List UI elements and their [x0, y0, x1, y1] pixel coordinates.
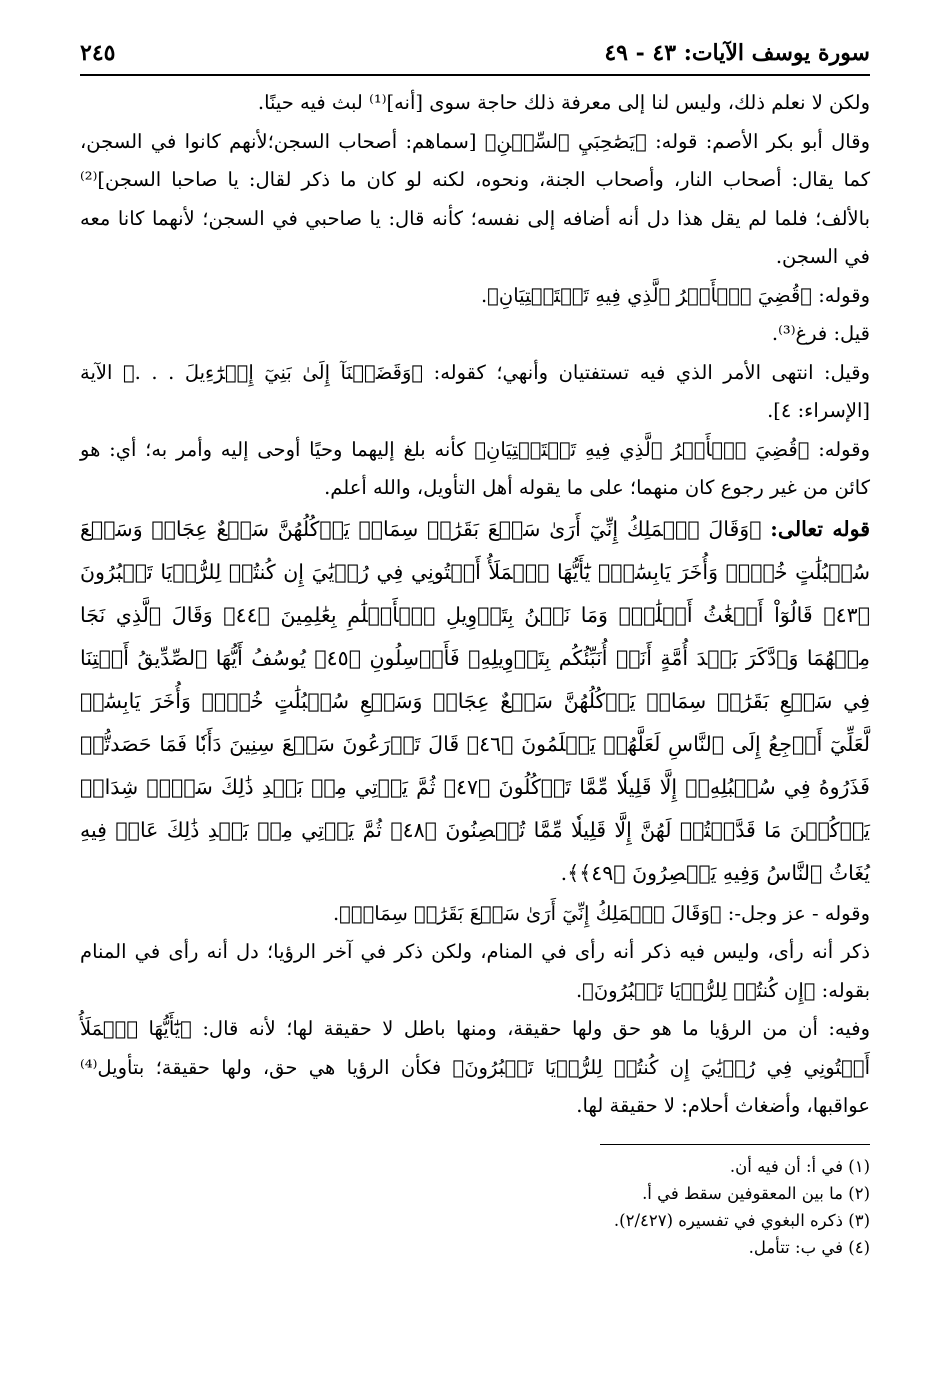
running-title: سورة يوسف الآيات: ٤٣ - ٤٩ — [604, 40, 870, 66]
footnotes — [80, 1153, 870, 1261]
paragraph-3: وقوله: ﴿قُضِيَ ٱلۡأَمۡرُ ٱلَّذِي فِيهِ تَسۡتَفۡتِيَانِ﴾. — [480, 283, 870, 307]
footnote-4: (٤) في ب: تتأمل. — [748, 1237, 870, 1257]
footnote-1: (١) في أ: أن فيه أن. — [729, 1156, 870, 1176]
footnote-2: (٢) ما بين المعقوفين سقط في أ. — [642, 1183, 870, 1203]
page-header — [80, 40, 870, 76]
footnote-separator — [600, 1144, 870, 1145]
paragraph-2: وقال أبو بكر الأصم: قوله: ﴿يَصَٰحِبَيِ ٱلسِّجۡنِ﴾ [سماهم: أصحاب السجن؛لأنهم كانوا في السجن، كما يقال: أصحاب النار، وأصحاب الجنة، ونحوه، لكنه لو كان ما ذكر لقال: يا صاحبا السجن]⁽²⁾ بالألف؛ فلما لم يقل هذا دل أنه أضافه إلى نفسه؛ كأنه قال: يا صاحبي في السجن؛ لأنهما كانا معه في السجن. — [80, 129, 870, 268]
quran-text: ﴿وَقَالَ ٱلۡمَلِكُ إِنِّيٓ أَرَىٰ سَبۡعَ بَقَرَٰتٖ سِمَانٖ يَأۡكُلُهُنَّ سَبۡعٌ عِجَافٞ وَسَبۡعَ سُنۢبُلَٰتٍ خُضۡرٖ وَأُخَرَ يَابِسَٰتٖۖ يَٰٓأَيُّهَا ٱلۡمَلَأُ أَفۡتُونِي فِي رُءۡيَٰيَ إِن كُنتُمۡ لِلرُّءۡيَا تَعۡبُرُونَ ﴿٤٣﴾ قَالُوٓاْ أَضۡغَٰثُ أَحۡلَٰمٖۖ وَمَا نَحۡنُ بِتَأۡوِيلِ ٱلۡأَحۡلَٰمِ بِعَٰلِمِينَ ﴿٤٤﴾ وَقَالَ ٱلَّذِي نَجَا مِنۡهُمَا وَٱدَّكَرَ بَعۡدَ أُمَّةٍ أَنَا۠ أُنَبِّئُكُم بِتَأۡوِيلِهِۦ فَأَرۡسِلُونِ ﴿٤٥﴾ يُوسُفُ أَيُّهَا ٱلصِّدِّيقُ أَفۡتِنَا فِي سَبۡعِ بَقَرَٰتٖ سِمَانٖ يَأۡكُلُهُنَّ سَبۡعٌ عِجَافٞ وَسَبۡعِ سُنۢبُلَٰتٍ خُضۡرٖ وَأُخَرَ يَابِسَٰتٖ لَّعَلِّيٓ أَرۡجِعُ إِلَى ٱلنَّاسِ لَعَلَّهُمۡ يَعۡلَمُونَ ﴿٤٦﴾ قَالَ تَزۡرَعُونَ سَبۡعَ سِنِينَ دَأَبٗا فَمَا حَصَدتُّمۡ فَذَرُوهُ فِي سُنۢبُلِهِۦٓ إِلَّا قَلِيلٗا مِّمَّا تَأۡكُلُونَ ﴿٤٧﴾ ثُمَّ يَأۡتِي مِنۢ بَعۡدِ ذَٰلِكَ سَبۡعٞ شِدَادٞ يَأۡكُلۡنَ مَا قَدَّمۡتُمۡ لَهُنَّ إِلَّا قَلِيلٗا مِّمَّا تُحۡصِنُونَ ﴿٤٨﴾ ثُمَّ يَأۡتِي مِنۢ بَعۡدِ ذَٰلِكَ عَامٞ فِيهِ يُغَاثُ ٱلنَّاسُ وَفِيهِ يَعۡصِرُونَ ﴿٤٩﴾﴾. — [80, 516, 870, 885]
quran-lead: قوله تعالى: — [770, 516, 870, 541]
paragraph-1: ولكن لا نعلم ذلك، وليس لنا إلى معرفة ذلك حاجة سوى [أنه]⁽¹⁾ لبث فيه حينًا. — [257, 91, 870, 114]
paragraph-7: وقوله - عز وجل-: ﴿وَقَالَ ٱلۡمَلِكُ إِنِّيٓ أَرَىٰ سَبۡعَ بَقَرَٰتٖ سِمَانٖ﴾. — [332, 901, 870, 925]
paragraph-5: وقيل: انتهى الأمر الذي فيه تستفتيان وأنهي؛ كقوله: ﴿وَقَضَيۡنَآ إِلَىٰ بَنِيٓ إِسۡرَٰٓءِيلَ . . .﴾ الآية [الإسراء: ٤]. — [80, 360, 870, 422]
paragraph-6: وقوله: ﴿قُضِيَ ٱلۡأَمۡرُ ٱلَّذِي فِيهِ تَسۡتَفۡتِيَانِ﴾ كأنه بلغ إليهما وحيًا أوحى إليه وأمر به؛ أي: هو كائن من غير رجوع كان منهما؛ على ما يقوله أهل التأويل، والله أعلم. — [80, 437, 870, 499]
paragraph-9: وفيه: أن من الرؤيا ما هو حق ولها حقيقة، ومنها باطل لا حقيقة لها؛ لأنه قال: ﴿يَٰٓأَيُّهَا ٱلۡمَلَأُ أَفۡتُونِي فِي رُءۡيَٰيَ إِن كُنتُمۡ لِلرُّءۡيَا تَعۡبُرُونَ﴾ فكأن الرؤيا هي حق، ولها حقيقة؛ بتأويل⁽⁴⁾ عواقبها، وأضغاث أحلام: لا حقيقة لها. — [80, 1017, 870, 1117]
main-text — [80, 84, 870, 1126]
quran-passage — [80, 508, 870, 895]
paragraph-8: ذكر أنه رأى، وليس فيه ذكر أنه رأى في المنام، ولكن ذكر في آخر الرؤيا؛ دل أنه رأى في المنام بقوله: ﴿إِن كُنتُمۡ لِلرُّءۡيَا تَعۡبُرُونَ﴾. — [80, 940, 870, 1002]
page — [80, 40, 870, 1261]
footnote-3: (٣) ذكره البغوي في تفسيره (٢/٤٢٧). — [613, 1210, 870, 1230]
page-number: ٢٤٥ — [80, 40, 116, 66]
paragraph-4: قيل: فرغ⁽³⁾. — [771, 322, 870, 345]
